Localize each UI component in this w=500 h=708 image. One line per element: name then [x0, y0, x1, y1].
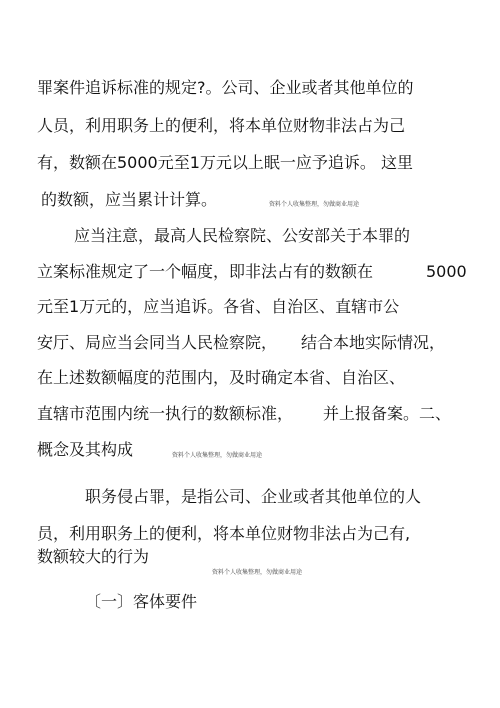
- text-line-3: 有，数额在5000元至1万元以上眠一应予追诉。 这里: [37, 153, 413, 172]
- text-line-15: 〔一〕客体要件: [85, 592, 198, 611]
- text-line-6: 立案标准规定了一个幅度，即非法占有的数额在: [37, 262, 374, 281]
- text-line-4: 的数额，应当累计计算。: [41, 190, 218, 209]
- text-line-5: 应当注意，最高人民检察院、公安部关于本罪的: [74, 226, 411, 245]
- text-line-7: 元至1万元的，应当追诉。各省、自治区、直辖市公: [37, 297, 400, 316]
- text-line-11: 概念及其构成: [37, 440, 134, 459]
- text-line-12: 职务侵占罪，是指公司、企业或者其他单位的人: [85, 487, 422, 506]
- text-line-10: 直辖市范围内统一执行的数额标准，: [37, 404, 294, 423]
- text-line-8: 安厅、局应当会同当人民检察院，: [37, 333, 278, 352]
- text-line-10-tail: 并上报备案。二、: [323, 404, 452, 423]
- watermark-note-2: 资料个人收集整理，勿做商业用途: [172, 452, 263, 459]
- text-line-14: 数额较大的行为: [37, 547, 150, 566]
- text-line-6-number: 5000: [426, 262, 467, 281]
- text-line-9: 在上述数额幅度的范围内，及时确定本省、自治区、: [37, 368, 406, 387]
- text-line-2: 人员，利用职务上的便利，将本单位财物非法占为己: [37, 116, 406, 135]
- watermark-note-3: 资料个人收集整理，勿做商业用途: [212, 569, 303, 576]
- watermark-note-1: 资料个人收集整理，勿做商业用途: [269, 201, 360, 208]
- text-line-13: 员，利用职务上的便利，将本单位财物非法占为己有,: [37, 524, 411, 543]
- text-line-8-tail: 结合本地实际情况，: [301, 333, 446, 352]
- text-line-1: 罪案件追诉标准的规定?。公司、企业或者其他单位的: [37, 78, 414, 97]
